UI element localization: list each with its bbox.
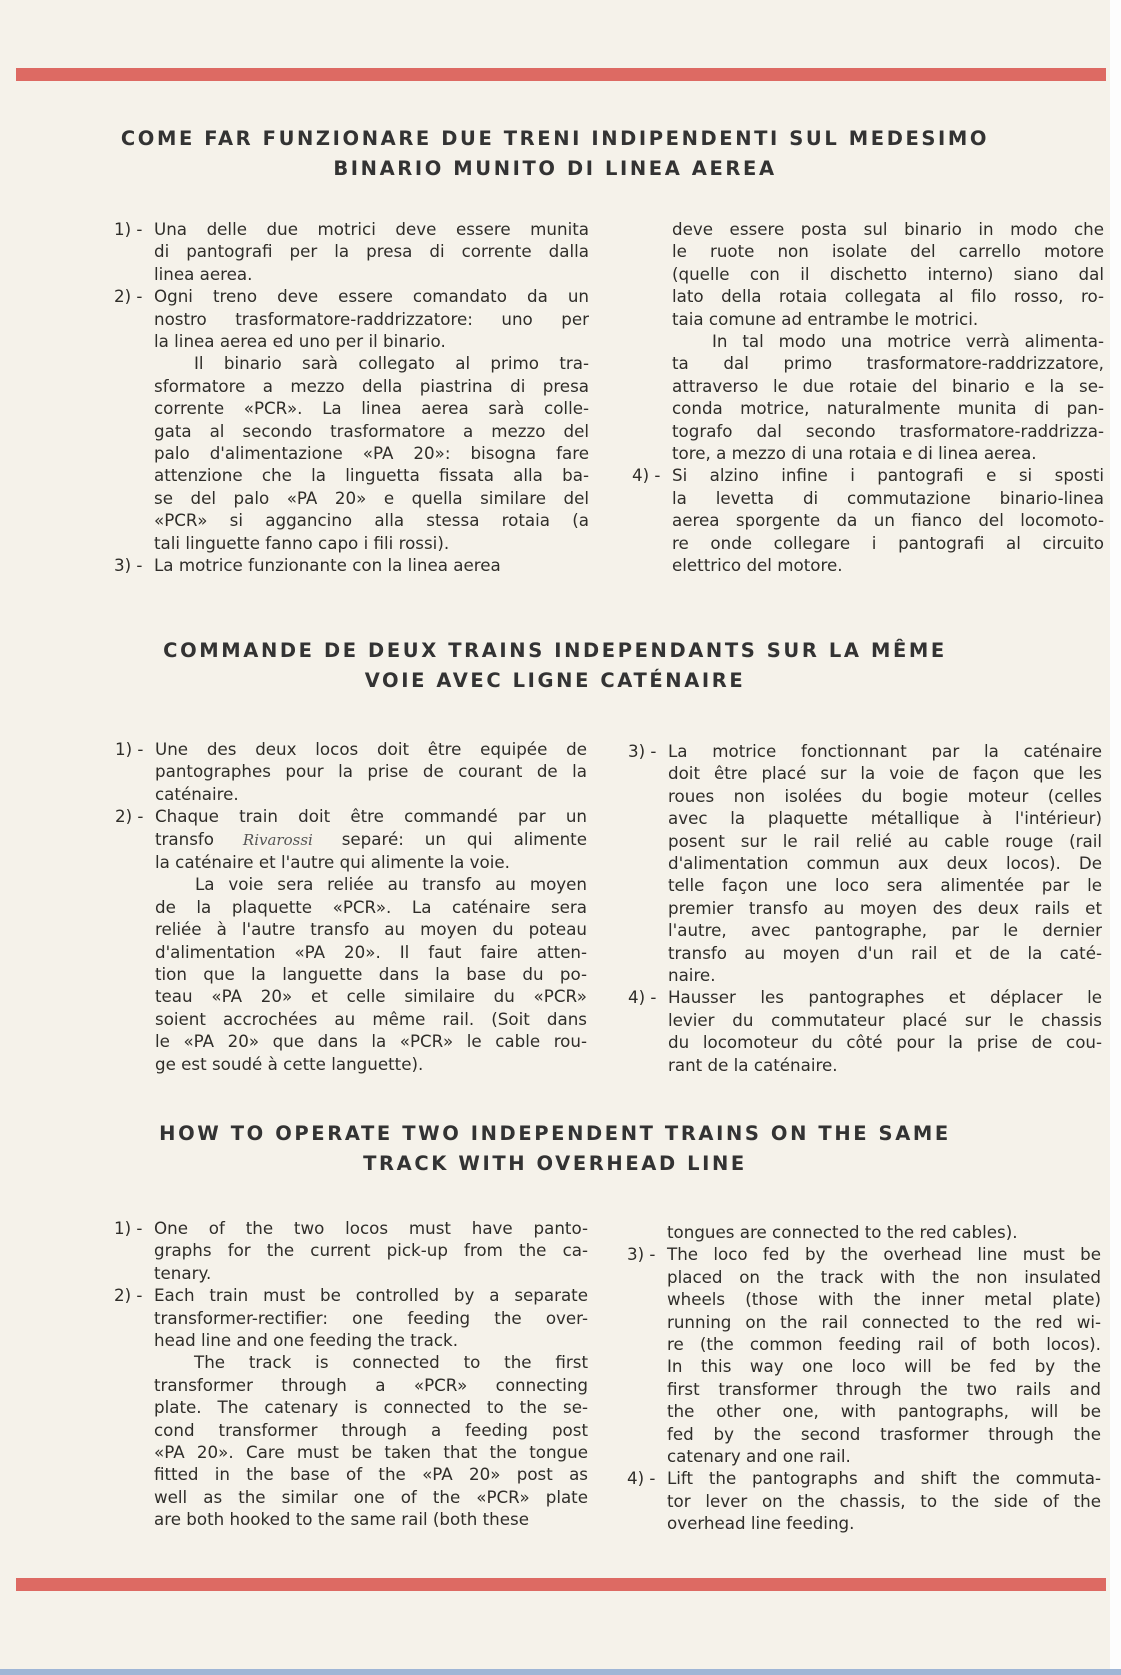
list-number: 4) -	[628, 987, 657, 1008]
text-line: the other one, with pantographs, will be	[667, 1401, 1101, 1422]
text-line: la levetta di commutazione binario-linea	[672, 487, 1104, 508]
text-line: «PCR» si aggancino alla stessa rotaia (a	[154, 510, 589, 531]
text-line: pantographes pour la prise de courant de la	[155, 761, 587, 782]
text-line: are both hooked to the same rail (both these	[154, 1509, 529, 1530]
list-number: 2) -	[114, 1285, 143, 1306]
paragraph	[632, 464, 1104, 576]
text-line: nostro trasformatore-raddrizzatore: uno per	[154, 308, 589, 329]
text-line: tografo dal secondo trasformatore-raddrizza-	[672, 420, 1104, 441]
text-line: Il binario sarà collegato al primo tra-	[194, 353, 589, 374]
page-edge	[1110, 0, 1121, 1675]
list-number: 2) -	[115, 806, 144, 827]
list-number: 4) -	[632, 465, 661, 486]
text-line: The loco fed by the overhead line must be	[667, 1244, 1101, 1265]
text-line: La motrice fonctionnant par la caténaire	[668, 741, 1102, 761]
heading-line: HOW TO OPERATE TWO INDEPENDENT TRAINS ON THE SAME	[159, 1122, 951, 1145]
text-line: The track is connected to the first	[194, 1352, 588, 1373]
text-line: lato della rotaia collegata al filo rosso, ro-	[672, 286, 1104, 307]
text-line: In tal modo una motrice verrà alimenta-	[712, 331, 1104, 352]
text-line: du locomoteur du côté pour la prise de cou-	[668, 1032, 1102, 1053]
heading-line: TRACK WITH OVERHEAD LINE	[363, 1152, 747, 1175]
text-line: transformer-rectifier: one feeding the over-	[154, 1307, 588, 1328]
section-heading-en	[0, 1119, 1110, 1179]
text-line: deve essere posta sul binario in modo che	[672, 219, 1104, 239]
paragraph	[627, 1467, 1101, 1534]
paragraph	[628, 986, 1102, 1076]
bottom-red-rule	[16, 1578, 1106, 1591]
paragraph	[627, 1243, 1101, 1467]
text-line: Si alzino infine i pantografi e si sposti	[672, 465, 1104, 486]
text-line: tore, a mezzo di una rotaia e di linea aerea.	[672, 443, 1037, 464]
text-line: tor lever on the chassis, to the side of the	[667, 1490, 1101, 1511]
heading-line: VOIE AVEC LIGNE CATÉNAIRE	[364, 669, 746, 692]
text-line: d'alimentation commun aux deux locos). De	[668, 853, 1102, 874]
text-line: la caténaire et l'autre qui alimente la voie.	[155, 852, 510, 873]
text-line: catenary and one rail.	[667, 1446, 851, 1467]
text-line: One of the two locos must have panto-	[154, 1218, 588, 1238]
text-line: sformatore a mezzo della piastrina di presa	[154, 375, 589, 396]
text-line: plate. The catenary is connected to the se-	[154, 1397, 588, 1418]
scan-edge	[0, 1669, 1121, 1675]
paragraph	[114, 285, 589, 352]
text-line: roues non isolées du bogie moteur (celles	[668, 785, 1102, 806]
french-column-right	[628, 740, 1102, 1076]
text-line: conda motrice, naturalmente munita di pan-	[672, 398, 1104, 419]
text-line: naire.	[668, 965, 716, 986]
english-column-left	[114, 1217, 588, 1531]
text-line: «PA 20». Care must be taken that the tongue	[154, 1442, 588, 1463]
text-line: running on the rail connected to the red wi-	[667, 1311, 1101, 1332]
text-line: palo d'alimentazione «PA 20»: bisogna fare	[154, 443, 589, 464]
text-line: di pantografi per la presa di corrente dalla	[154, 241, 589, 262]
paragraph	[155, 873, 587, 1075]
paragraph	[667, 1221, 1101, 1243]
text-line: corrente «PCR». La linea aerea sarà colle-	[154, 398, 589, 419]
list-number: 3) -	[628, 741, 657, 761]
text-line: transfo Rivarossi separé: un qui alimente	[155, 828, 587, 849]
english-column-right	[627, 1221, 1101, 1535]
text-line: wheels (those with the inner metal plate)	[667, 1289, 1101, 1310]
list-number: 3) -	[627, 1244, 656, 1265]
text-line: levier du commutateur placé sur le chassis	[668, 1009, 1102, 1030]
paragraph	[154, 352, 589, 554]
text-line: transformer through a «PCR» connecting	[154, 1374, 588, 1395]
text-line: le ruote non isolate del carrello motore	[672, 241, 1104, 262]
text-line: Ogni treno deve essere comandato da un	[154, 286, 589, 307]
text-line: avec la plaquette métallique à l'intérieur)	[668, 808, 1102, 829]
italian-column-right	[632, 218, 1104, 577]
text-line: soient accrochées au même rail. (Soit dans	[155, 1008, 587, 1029]
text-line: Chaque train doit être commandé par un	[155, 806, 587, 827]
heading-line: COME FAR FUNZIONARE DUE TRENI INDIPENDENTI SUL MEDESIMO	[120, 127, 990, 150]
paragraph	[115, 738, 587, 805]
text-line: fitted in the base of the «PA 20» post as	[154, 1464, 588, 1485]
text-line: doit être placé sur la voie de façon que les	[668, 763, 1102, 784]
text-line: fed by the second trasformer through the	[667, 1423, 1101, 1444]
paragraph	[672, 218, 1104, 330]
text-line: ge est soudé à cette languette).	[155, 1053, 424, 1074]
text-line: l'autre, avec pantographe, par le dernier	[668, 920, 1102, 941]
text-line: overhead line feeding.	[667, 1513, 855, 1534]
text-line: elettrico del motore.	[672, 555, 843, 576]
text-line: well as the similar one of the «PCR» plate	[154, 1486, 588, 1507]
text-line: La voie sera reliée au transfo au moyen	[195, 874, 587, 895]
text-line: attenzione che la linguetta fissata alla ba-	[154, 465, 589, 486]
paragraph	[114, 554, 589, 576]
paragraph	[114, 1284, 588, 1351]
text-line: (quelle con il dischetto interno) siano dal	[672, 263, 1104, 284]
text-line: Lift the pantographs and shift the commuta-	[667, 1468, 1101, 1489]
text-line: tongues are connected to the red cables).	[667, 1222, 1018, 1242]
text-line: linea aerea.	[154, 263, 253, 284]
text-line: cond transformer through a feeding post	[154, 1419, 588, 1440]
section-heading-fr	[0, 636, 1110, 696]
text-line: d'alimentation «PA 20». Il faut faire atten-	[155, 941, 587, 962]
text-line: le «PA 20» que dans la «PCR» le cable rou-	[155, 1031, 587, 1052]
text-line: La motrice funzionante con la linea aerea	[154, 555, 501, 576]
brand-logo: Rivarossi	[242, 830, 313, 849]
paragraph	[114, 218, 589, 285]
text-line: posent sur le rail relié au cable rouge (rail	[668, 830, 1102, 851]
text-line: ta dal primo trasformatore-raddrizzatore,	[672, 353, 1104, 374]
list-number: 4) -	[627, 1468, 656, 1489]
text-line: rant de la caténaire.	[668, 1054, 838, 1075]
paragraph	[628, 740, 1102, 986]
text-line: caténaire.	[155, 783, 239, 804]
text-line: tali linguette fanno capo i fili rossi).	[154, 532, 450, 553]
list-number: 1) -	[115, 739, 144, 759]
text-line: la linea aerea ed uno per il binario.	[154, 331, 446, 352]
list-number: 2) -	[114, 286, 143, 307]
text-line: attraverso le due rotaie del binario e la se-	[672, 375, 1104, 396]
text-line: In this way one loco will be fed by the	[667, 1356, 1101, 1377]
paragraph	[672, 330, 1104, 464]
text-line: teau «PA 20» et celle similaire du «PCR»	[155, 986, 587, 1007]
text-line: de la plaquette «PCR». La caténaire sera	[155, 896, 587, 917]
heading-line: BINARIO MUNITO DI LINEA AEREA	[333, 157, 777, 180]
text-line: Une des deux locos doit être equipée de	[155, 739, 587, 759]
text-line: re (the common feeding rail of both locos).	[667, 1334, 1101, 1355]
text-line: head line and one feeding the track.	[154, 1330, 459, 1351]
heading-line: COMMANDE DE DEUX TRAINS INDEPENDANTS SUR LA MÊME	[163, 639, 947, 662]
text-line: tion que la languette dans la base du po-	[155, 964, 587, 985]
list-number: 1) -	[114, 219, 143, 239]
french-column-left	[115, 738, 587, 1075]
text-line: se del palo «PA 20» e quella similare del	[154, 487, 589, 508]
text-line: Hausser les pantographes et déplacer le	[668, 987, 1102, 1008]
text-line: graphs for the current pick-up from the ca-	[154, 1240, 588, 1261]
text-line: re onde collegare i pantografi al circuito	[672, 532, 1104, 553]
paragraph	[154, 1351, 588, 1530]
text-line: tenary.	[154, 1262, 212, 1283]
top-red-rule	[16, 68, 1106, 81]
text-line: first transformer through the two rails and	[667, 1378, 1101, 1399]
text-line: taia comune ad entrambe le motrici.	[672, 308, 979, 329]
text-line: placed on the track with the non insulated	[667, 1266, 1101, 1287]
text-line: transfo au moyen d'un rail et de la caté-	[668, 942, 1102, 963]
text-line: Una delle due motrici deve essere munita	[154, 219, 589, 239]
paragraph	[115, 805, 587, 873]
italian-column-left	[114, 218, 589, 577]
text-line: aerea sporgente da un fianco del locomoto-	[672, 510, 1104, 531]
list-number: 3) -	[114, 555, 143, 576]
text-line: telle façon une loco sera alimentée par le	[668, 875, 1102, 896]
text-line: gata al secondo trasformatore a mezzo del	[154, 420, 589, 441]
paragraph	[114, 1217, 588, 1284]
text-line: premier transfo au moyen des deux rails et	[668, 897, 1102, 918]
list-number: 1) -	[114, 1218, 143, 1238]
text-line: Each train must be controlled by a separate	[154, 1285, 588, 1306]
text-line: reliée à l'autre transfo au moyen du poteau	[155, 919, 587, 940]
section-heading-it	[0, 124, 1110, 184]
